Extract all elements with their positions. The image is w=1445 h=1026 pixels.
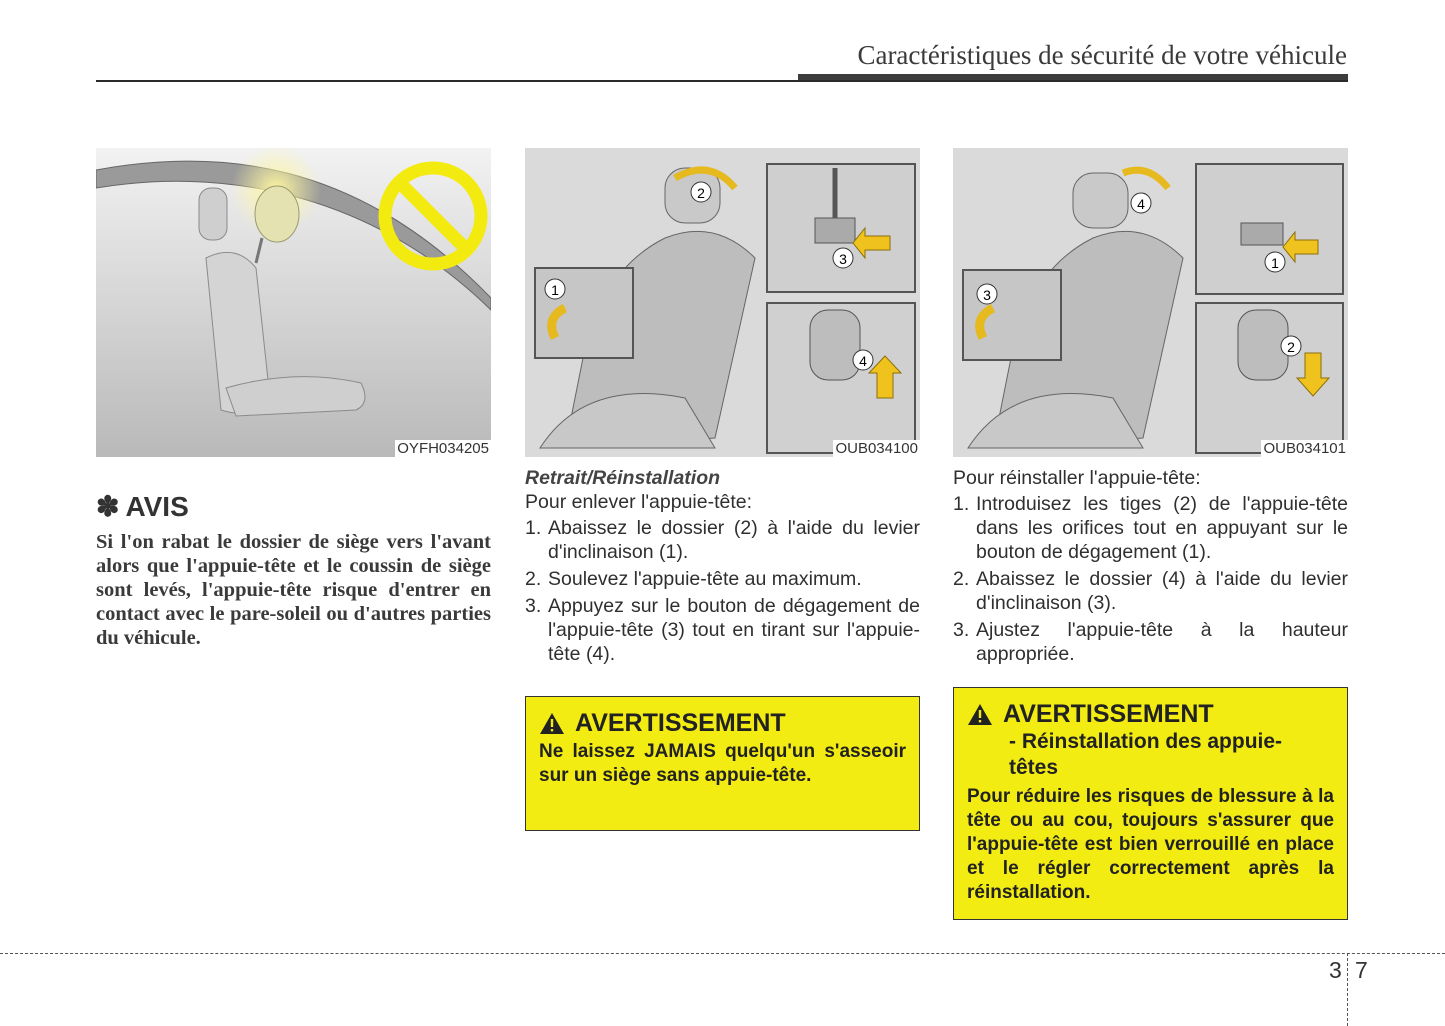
warning-box-reinstall: [953, 687, 1348, 920]
removal-steps: [525, 516, 920, 666]
figure-code: OUB034101: [1263, 440, 1346, 457]
avis-body: Si l'on rabat le dossier de siège vers l'avant alors que l'appuie-tête et le coussin de siège sont levés, l'appuie-tête risque d'entrer en contact avec le pare-soleil ou d'autres parties du véhicule.: [96, 531, 491, 649]
reinstall-intro: Pour réinstaller l'appuie-tête:: [953, 467, 1201, 489]
callout-1: 1: [1271, 255, 1279, 271]
headrest-reinstall-illustration: [953, 148, 1348, 457]
figure-headrest-reinstall: [953, 148, 1348, 457]
footer-divider: [0, 953, 1445, 954]
callout-2: 2: [697, 185, 705, 201]
page-header-title: Caractéristiques de sécurité de votre véhicule: [857, 40, 1347, 70]
warning-body: Pour réduire les risques de blessure à la tête ou au cou, toujours s'assurer que l'appuie-tête est bien verrouillé en place et le régler correctement après la réinstallation.: [967, 786, 1334, 903]
avis-title: AVIS: [125, 491, 189, 522]
footer-page-divider: [1347, 953, 1348, 1026]
figure-code: OYFH034205: [397, 440, 489, 457]
asterisk-icon: ✽: [96, 491, 120, 522]
list-item: 3. Appuyez sur le bouton de dégagement de l'appuie-tête (3) tout en tirant sur l'appuie-tête (4).: [525, 595, 920, 665]
list-item: 2. Soulevez l'appuie-tête au maximum.: [525, 568, 862, 590]
figure-headrest-removal: [525, 148, 920, 457]
warning-icon: [967, 703, 993, 726]
removal-intro: Pour enlever l'appuie-tête:: [525, 491, 753, 513]
callout-3: 3: [983, 287, 991, 303]
warning-box-no-headrest: [525, 696, 920, 831]
list-item: 2. Abaissez le dossier (4) à l'aide du levier d'inclinaison (3).: [953, 568, 1348, 614]
callout-2: 2: [1287, 339, 1295, 355]
warning-title: AVERTISSEMENT: [1003, 700, 1214, 728]
list-item: 1. Abaissez le dossier (2) à l'aide du levier d'inclinaison (1).: [525, 517, 920, 563]
reinstall-steps: [953, 492, 1348, 666]
chapter-number: 3: [1329, 957, 1342, 983]
warning-subtitle: - Réinstallation des appuie-têtes: [1009, 730, 1283, 779]
figure-seat-sunvisor: [96, 148, 491, 457]
headrest-removal-illustration: [525, 148, 920, 457]
callout-4: 4: [1137, 196, 1145, 212]
removal-section: [525, 466, 920, 669]
callout-4: 4: [859, 353, 867, 369]
avis-heading: [96, 490, 189, 523]
page-number: 7: [1355, 957, 1368, 983]
removal-heading: Retrait/Réinstallation: [525, 467, 721, 489]
header-rule: [96, 80, 1348, 82]
warning-body: Ne laissez JAMAIS quelqu'un s'asseoir sur un siège sans appuie-tête.: [539, 741, 906, 786]
warning-icon: [539, 712, 565, 735]
callout-3: 3: [839, 251, 847, 267]
list-item: 1. Introduisez les tiges (2) de l'appuie-tête dans les orifices tout en appuyant sur le bouton de dégagement (1).: [953, 493, 1348, 563]
seat-sunvisor-illustration: [96, 148, 491, 457]
warning-title: AVERTISSEMENT: [575, 709, 786, 737]
reinstall-section: [953, 466, 1348, 669]
figure-code: OUB034100: [835, 440, 918, 457]
list-item: 3. Ajustez l'appuie-tête à la hauteur appropriée.: [953, 619, 1348, 665]
callout-1: 1: [551, 282, 559, 298]
